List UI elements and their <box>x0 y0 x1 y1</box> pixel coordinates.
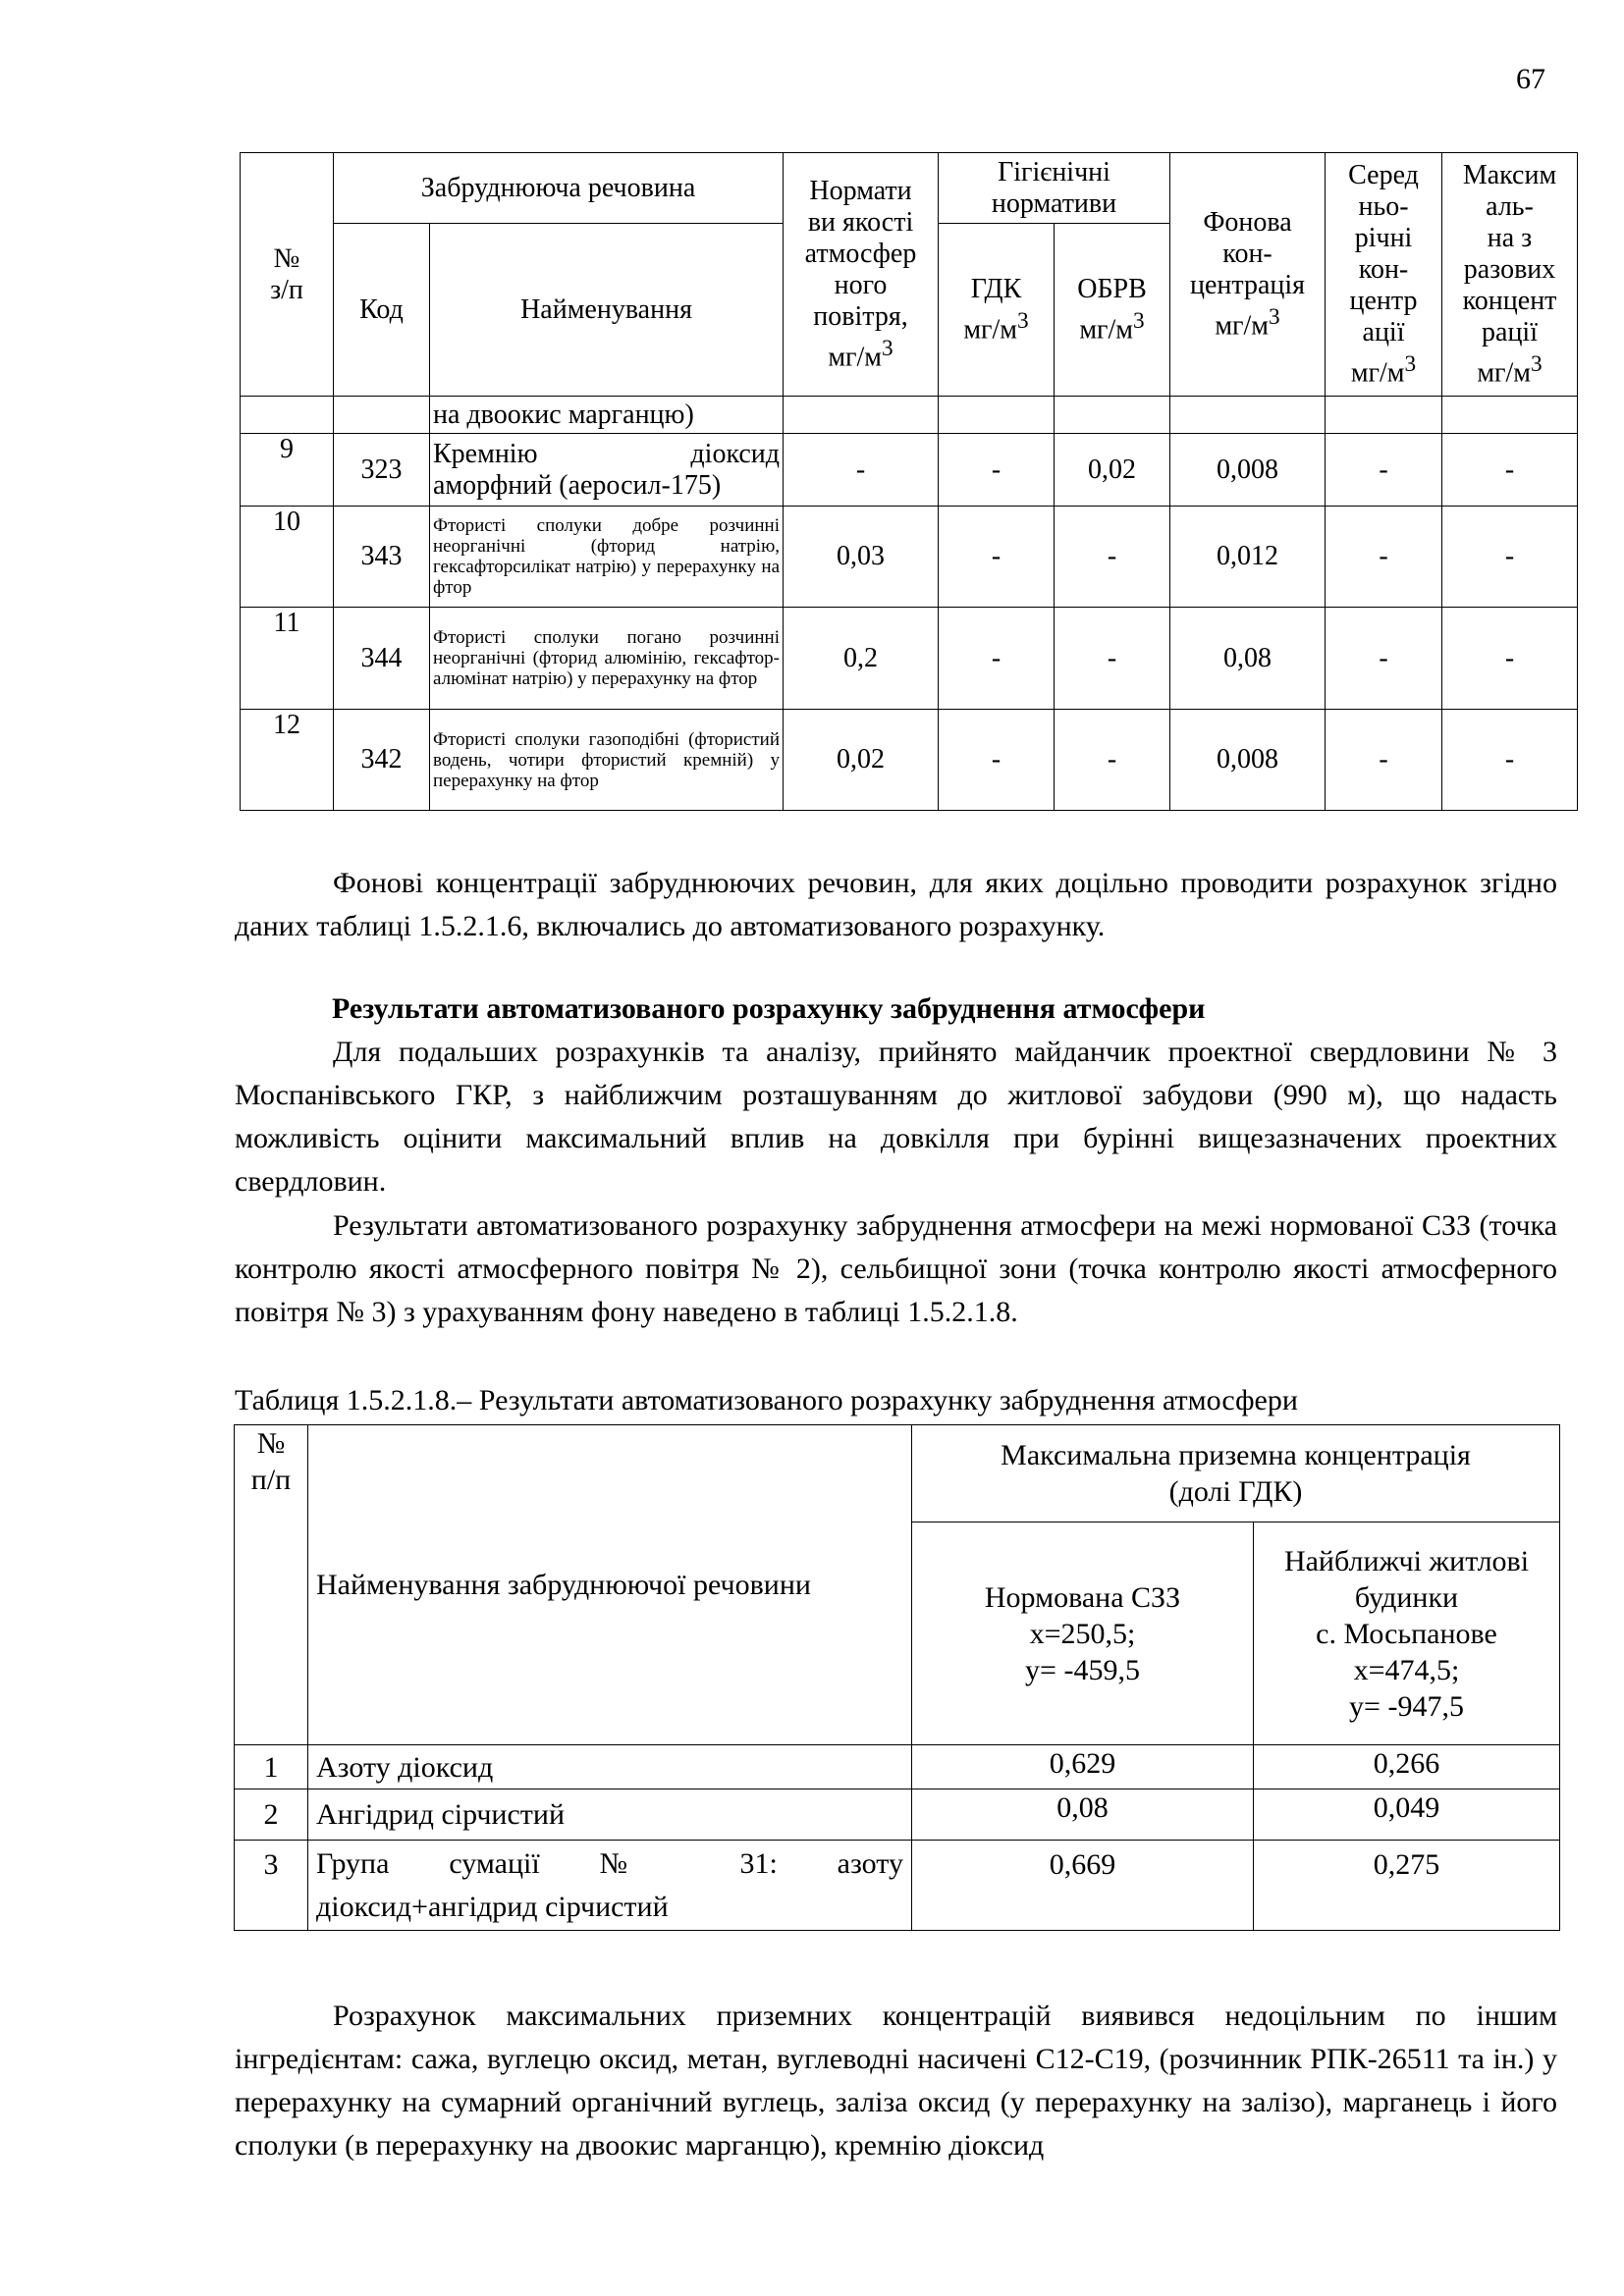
cont-cell <box>939 397 1055 434</box>
header-background: Фонова кон- центрація $мг/м^3$ <box>1170 153 1326 397</box>
cont-cell <box>241 397 334 434</box>
header-szz: Нормована СЗЗ x=250,5; y= -459,5 <box>912 1522 1254 1745</box>
header-air-quality-norms: Нормати ви якості атмосфер ного повітря, $мг/м^3$ <box>784 153 939 397</box>
row-gdk: - <box>939 434 1055 507</box>
row-max: - <box>1442 710 1578 811</box>
header-num: № з/п <box>241 153 334 397</box>
continuation-name: на двоокис марганцю) <box>430 397 784 434</box>
cont-cell <box>1442 397 1578 434</box>
row-num: 9 <box>241 434 334 507</box>
row-norm: 0,2 <box>784 608 939 710</box>
row-name: Азоту діоксид <box>308 1745 912 1789</box>
paragraph-site: Для подальших розрахунків та аналізу, прийнято майданчик проектної свердловини № 3 Моспанівського ГКР, з найближчим розташуванням до житлової забудови (990 м), що надасть можливість оцінити максимальний вплив на довкілля при бурінні вищезазначених проектних свердловин. <box>235 1036 1557 1198</box>
row-name: Група сумації № 31: азоту діоксид+ангідрид сірчистий <box>308 1841 912 1931</box>
table-row <box>241 434 1578 507</box>
row-obrv: - <box>1055 507 1170 608</box>
header-max-conc: Максимальна приземна концентрація (долі ГДК) <box>912 1425 1560 1522</box>
table-row <box>235 1841 1560 1931</box>
paragraph-other-ingredients: Розрахунок максимальних приземних концентрацій виявився недоцільним по іншим інгредієнтам: сажа, вуглецю оксид, метан, вуглеводні насичені С12-С19, (розчинник РПК-26511 та ін.) у перерахунку на сумарний органічний вуглець, заліза оксид (у перерахунку на залізо), марганець і його сполуки (в перерахунку на двоокис марганцю), кремнію діоксид <box>235 2000 1557 2162</box>
row-max: - <box>1442 434 1578 507</box>
paragraph-results: Результати автоматизованого розрахунку забруднення атмосфери на межі нормованої СЗЗ (точка контролю якості атмосферного повітря № 2), сельбищної зони (точка контролю якості атмосферного повітря № 3) з урахуванням фону наведено в таблиці 1.5.2.1.8. <box>235 1209 1557 1328</box>
cont-cell <box>334 397 430 434</box>
cont-cell <box>1326 397 1442 434</box>
row-obrv: 0,02 <box>1055 434 1170 507</box>
header-gdk: ГДК $мг/м^3$ <box>939 224 1055 397</box>
table-row <box>241 507 1578 608</box>
paragraph-background: Фонові концентрації забруднюючих речовин, для яких доцільно проводити розрахунок згідно даних таблиці 1.5.2.1.6, включались до автоматизованого розрахунку. <box>235 867 1557 942</box>
row-norm: - <box>784 434 939 507</box>
header-max-single: Максим аль- на з разових концент рації $мг/м^3$ <box>1442 153 1578 397</box>
row-background: 0,08 <box>1170 608 1326 710</box>
header-num: № п/п <box>235 1425 308 1745</box>
row-szz: 0,669 <box>912 1841 1254 1931</box>
row-res: 0,049 <box>1254 1789 1560 1841</box>
row-annual: - <box>1326 507 1442 608</box>
row-code: 344 <box>334 608 430 710</box>
cont-cell <box>1055 397 1170 434</box>
row-num: 2 <box>235 1789 308 1841</box>
row-num: 12 <box>241 710 334 811</box>
header-name: Найменування забруднюючої речовини <box>308 1425 912 1745</box>
row-norm: 0,03 <box>784 507 939 608</box>
table-row <box>241 608 1578 710</box>
header-residential: Найближчі житлові будинки с. Мосьпанове x=474,5; y= -947,5 <box>1254 1522 1560 1745</box>
row-obrv: - <box>1055 608 1170 710</box>
row-annual: - <box>1326 608 1442 710</box>
row-annual: - <box>1326 710 1442 811</box>
row-background: 0,012 <box>1170 507 1326 608</box>
row-code: 343 <box>334 507 430 608</box>
row-num: 10 <box>241 507 334 608</box>
row-name: Фтористі сполуки газоподібні (фтористий водень, чотири фтористий кремній) у перерахунку на фтор <box>430 710 784 811</box>
row-code: 323 <box>334 434 430 507</box>
table-caption: Таблиця 1.5.2.1.8.– Результати автоматизованого розрахунку забруднення атмосфери <box>235 1384 1298 1416</box>
row-obrv: - <box>1055 710 1170 811</box>
table-row <box>241 710 1578 811</box>
row-name: Ангідрид сірчистий <box>308 1789 912 1841</box>
table-row <box>235 1789 1560 1841</box>
row-background: 0,008 <box>1170 710 1326 811</box>
page-number: 67 <box>1516 63 1545 95</box>
header-obrv: ОБРВ $мг/м^3$ <box>1055 224 1170 397</box>
row-name: Фтористі сполуки погано розчинні неорганічні (фторид алюмінію, гексафтор-алюмінат натрію) у перерахунку на фтор <box>430 608 784 710</box>
row-gdk: - <box>939 710 1055 811</box>
pollutants-norms-table <box>240 152 1578 811</box>
row-code: 342 <box>334 710 430 811</box>
row-norm: 0,02 <box>784 710 939 811</box>
table-row <box>235 1745 1560 1789</box>
header-name: Найменування <box>430 224 784 397</box>
row-num: 3 <box>235 1841 308 1931</box>
section-heading: Результати автоматизованого розрахунку забруднення атмосфери <box>332 992 1206 1025</box>
row-name: Кремнію діоксид аморфний (аеросил-175) <box>430 434 784 507</box>
row-szz: 0,629 <box>912 1745 1254 1789</box>
row-szz: 0,08 <box>912 1789 1254 1841</box>
cont-cell <box>1170 397 1326 434</box>
row-gdk: - <box>939 507 1055 608</box>
row-res: 0,275 <box>1254 1841 1560 1931</box>
header-hygienic-norms: Гігієнічні нормативи <box>939 153 1170 224</box>
row-name: Фтористі сполуки добре розчинні неорганічні (фторид натрію, гексафторсилікат натрію) у перерахунку на фтор <box>430 507 784 608</box>
row-background: 0,008 <box>1170 434 1326 507</box>
header-code: Код <box>334 224 430 397</box>
header-pollutant: Забруднююча речовина <box>334 153 784 224</box>
header-annual-avg: Серед ньо- річні кон- центр ації $мг/м^3$ <box>1326 153 1442 397</box>
cont-cell <box>784 397 939 434</box>
row-max: - <box>1442 608 1578 710</box>
row-num: 1 <box>235 1745 308 1789</box>
row-res: 0,266 <box>1254 1745 1560 1789</box>
row-max: - <box>1442 507 1578 608</box>
row-annual: - <box>1326 434 1442 507</box>
row-gdk: - <box>939 608 1055 710</box>
row-num: 11 <box>241 608 334 710</box>
results-table <box>234 1424 1560 1931</box>
